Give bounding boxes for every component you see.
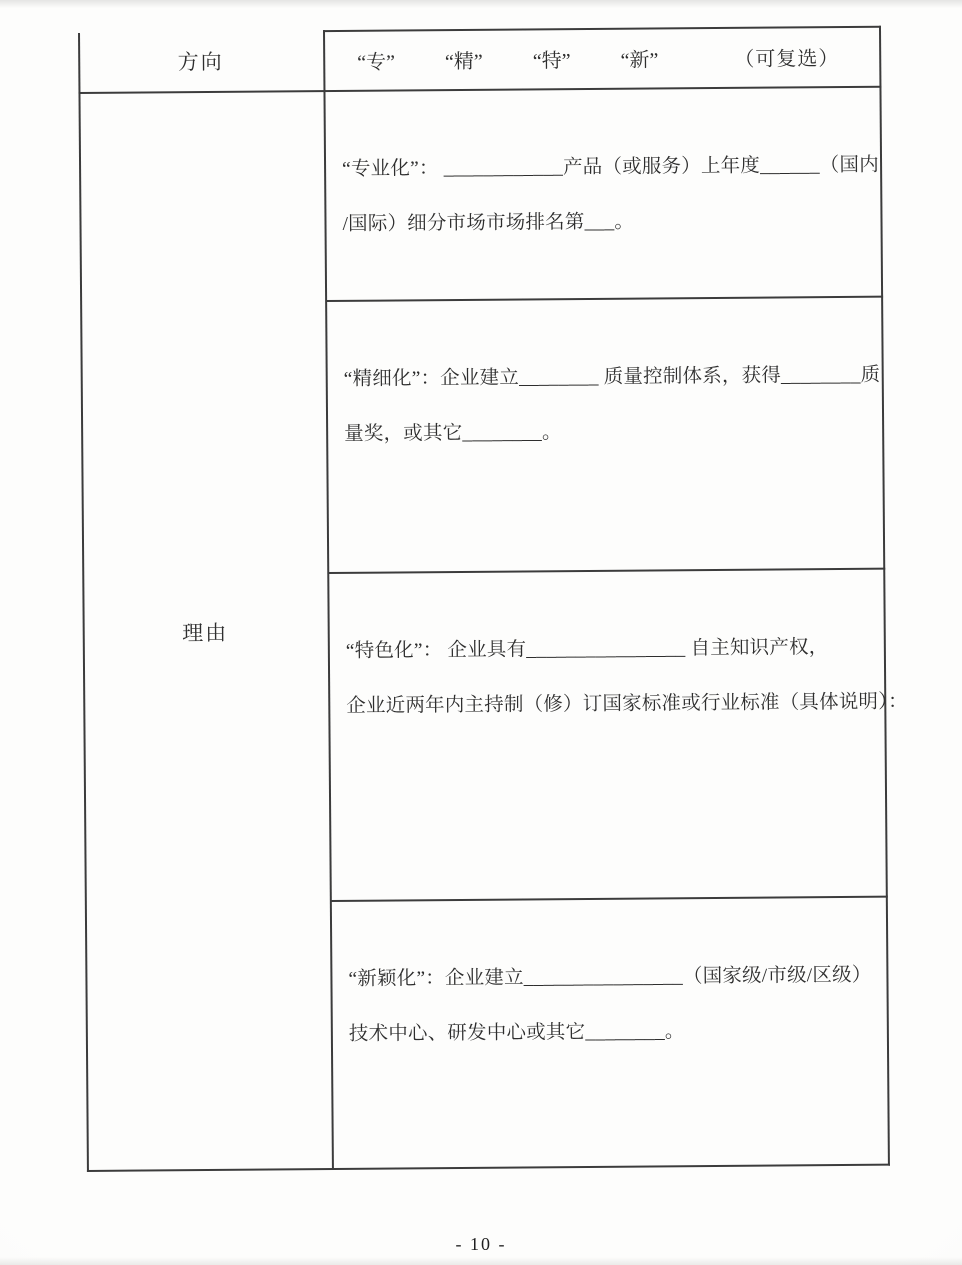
- row-line: 量奖，或其它________。: [344, 422, 562, 445]
- row-line: “精细化”：企业建立________ 质量控制体系，获得________质: [343, 364, 881, 390]
- row-line: 技术中心、研发中心或其它________。: [348, 1021, 685, 1045]
- row-refinement: [327, 298, 885, 572]
- option-zhuan: “专”: [357, 51, 396, 74]
- page-number: - 10 -: [455, 1234, 507, 1254]
- row-line: 企业近两年内主持制（修）订国家标准或行业标准（具体说明）：: [346, 691, 908, 717]
- header-options-cell: [325, 26, 881, 90]
- scan-edge-shadow-top: [0, 0, 962, 8]
- option-jing: “精”: [444, 50, 483, 73]
- row-line: “专业化”： ____________产品（或服务）上年度______（国内: [342, 154, 879, 180]
- row-line: /国际）细分市场市场排名第___。: [342, 211, 635, 235]
- reason-label: 理由: [182, 620, 229, 646]
- header-direction-cell: [78, 30, 323, 92]
- reason-label-cell: [78, 92, 331, 1172]
- option-te: “特”: [532, 49, 571, 72]
- option-xin: “新”: [620, 48, 659, 72]
- row-line: “新颖化”：企业建立________________（国家级/市级/区级）: [348, 964, 872, 990]
- row-novelty: [332, 898, 890, 1170]
- row-line: “特色化”： 企业具有________________ 自主知识产权，: [345, 637, 829, 662]
- direction-label: 方向: [177, 49, 224, 75]
- multi-select-note: （可复选）: [734, 47, 840, 71]
- form-table: [78, 26, 908, 1172]
- row-distinctiveness: [329, 570, 908, 900]
- row-specialization: [325, 88, 883, 300]
- scan-edge-shadow-bottom: [0, 1257, 962, 1265]
